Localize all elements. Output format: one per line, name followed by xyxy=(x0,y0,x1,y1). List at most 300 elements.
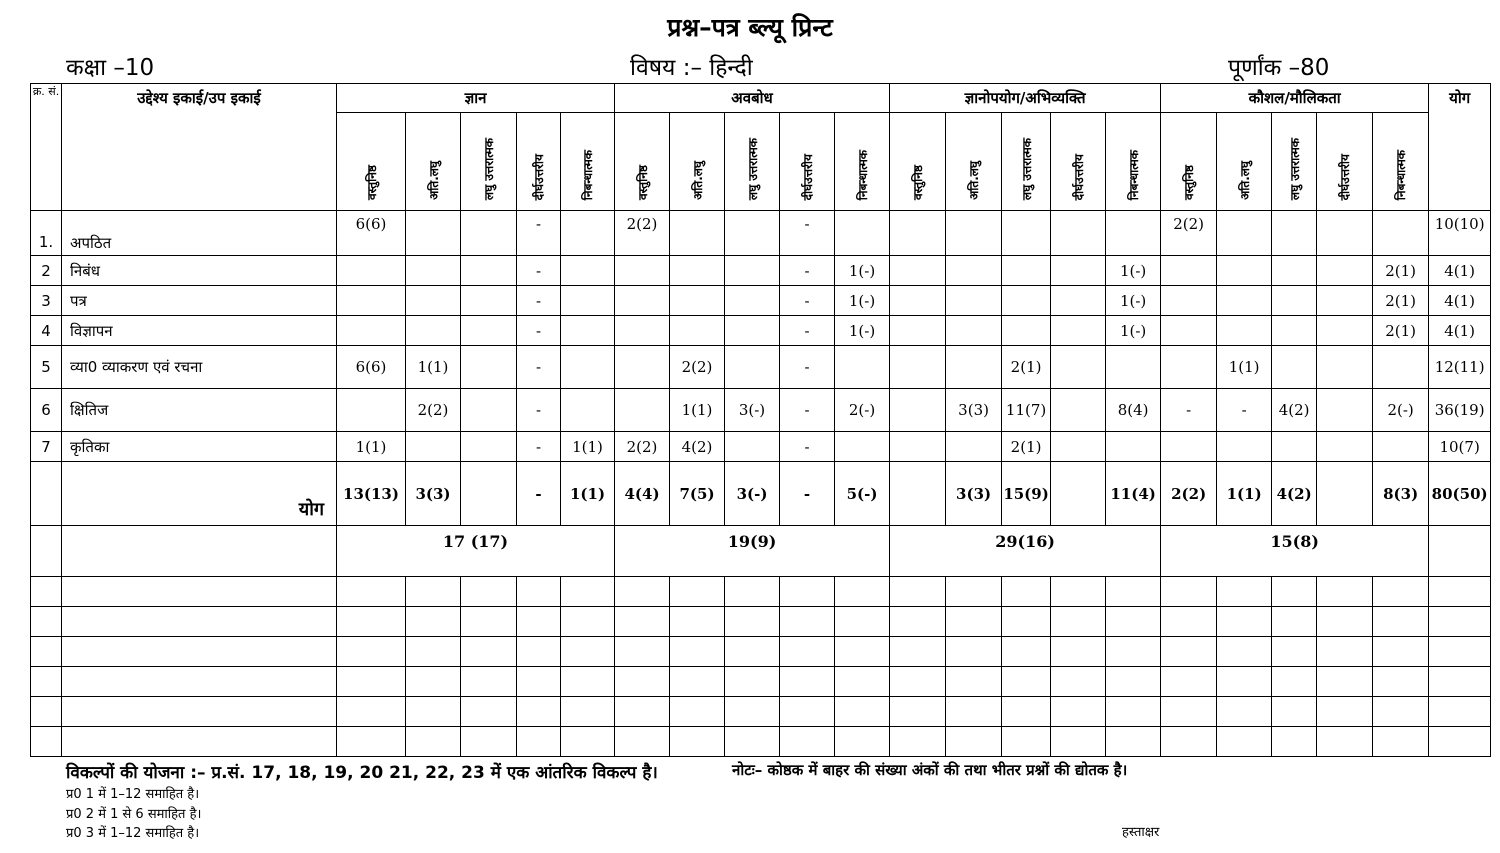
data-cell: 1(-) xyxy=(1106,286,1161,316)
empty-cell xyxy=(1373,727,1429,757)
data-cell xyxy=(670,256,725,286)
subheader-label: दीर्घउत्तरीय xyxy=(800,153,815,200)
group-header-kaushal: कौशल/मौलिकता xyxy=(1161,84,1429,113)
empty-cell xyxy=(406,667,461,697)
row-total: 36(19) xyxy=(1429,389,1491,432)
data-cell: 6(6) xyxy=(337,346,406,389)
empty-cell xyxy=(1051,607,1106,637)
options-scheme: विकल्पों की योजना :– प्र.सं. 17, 18, 19, 20 21, 22, 23 में एक आंतरिक विकल्प है। xyxy=(66,763,658,783)
row-total: 4(1) xyxy=(1429,256,1491,286)
data-cell xyxy=(835,346,890,389)
group-header-avbodh: अवबोध xyxy=(615,84,890,113)
empty-cell xyxy=(780,697,835,727)
data-cell: - xyxy=(517,316,561,346)
empty-cell xyxy=(946,637,1002,667)
empty-cell xyxy=(1317,667,1373,697)
data-cell xyxy=(725,256,780,286)
row-sn: 4 xyxy=(31,316,62,346)
data-cell: 1(-) xyxy=(835,256,890,286)
data-cell: 3(-) xyxy=(725,389,780,432)
group-total-cell: 19(9) xyxy=(615,526,890,577)
empty-cell xyxy=(725,577,780,607)
subheader-label: वस्तुनिष्ठ xyxy=(911,164,926,200)
empty-cell xyxy=(1217,727,1272,757)
empty-cell xyxy=(1106,577,1161,607)
empty-cell xyxy=(946,667,1002,697)
empty-cell xyxy=(517,697,561,727)
data-cell xyxy=(1272,286,1317,316)
data-cell xyxy=(1106,432,1161,462)
group-totals-sn-cell xyxy=(31,526,62,577)
data-cell: 2(1) xyxy=(1002,432,1051,462)
empty-cell xyxy=(461,667,517,697)
empty-cell xyxy=(461,697,517,727)
empty-cell xyxy=(780,607,835,637)
group-header-row xyxy=(31,84,1491,113)
table-row xyxy=(31,432,1491,462)
empty-cell xyxy=(1161,727,1217,757)
empty-cell xyxy=(1217,607,1272,637)
row-sn: 7 xyxy=(31,432,62,462)
subheader-label: निबन्धात्मक xyxy=(1394,149,1409,200)
data-cell: 2(2) xyxy=(670,346,725,389)
empty-cell xyxy=(517,607,561,637)
empty-cell xyxy=(725,697,780,727)
empty-cell xyxy=(1106,637,1161,667)
data-cell xyxy=(461,389,517,432)
empty-cell xyxy=(670,667,725,697)
empty-cell xyxy=(1051,577,1106,607)
data-cell: 2(1) xyxy=(1373,316,1429,346)
data-cell: - xyxy=(780,286,835,316)
sn-header: क्र. सं. xyxy=(31,84,62,211)
data-cell xyxy=(561,256,615,286)
subheader-label: दीर्घउत्तरीय xyxy=(532,153,546,200)
empty-cell xyxy=(31,697,62,727)
subheader-cell xyxy=(1272,113,1317,211)
data-cell xyxy=(1002,256,1051,286)
empty-cell xyxy=(725,637,780,667)
empty-cell xyxy=(31,667,62,697)
row-total: 10(7) xyxy=(1429,432,1491,462)
data-cell xyxy=(1106,346,1161,389)
data-cell: 2(-) xyxy=(1373,389,1429,432)
data-cell xyxy=(1051,316,1106,346)
data-cell xyxy=(1272,432,1317,462)
data-cell: - xyxy=(517,211,561,256)
empty-cell xyxy=(835,697,890,727)
subheader-cell xyxy=(670,113,725,211)
empty-cell xyxy=(1217,697,1272,727)
total-cell xyxy=(461,462,517,526)
data-cell xyxy=(725,211,780,256)
empty-cell xyxy=(62,727,337,757)
data-cell xyxy=(670,316,725,346)
data-cell xyxy=(1272,256,1317,286)
row-sn: 3 xyxy=(31,286,62,316)
data-cell: - xyxy=(780,346,835,389)
row-sn: 6 xyxy=(31,389,62,432)
empty-cell xyxy=(31,607,62,637)
data-cell xyxy=(1051,211,1106,256)
empty-cell xyxy=(517,637,561,667)
empty-cell xyxy=(517,577,561,607)
empty-row xyxy=(31,577,1491,607)
data-cell: 6(6) xyxy=(337,211,406,256)
total-cell: - xyxy=(780,462,835,526)
empty-cell xyxy=(561,667,615,697)
total-cell: 15(9) xyxy=(1002,462,1051,526)
empty-cell xyxy=(337,577,406,607)
data-cell: - xyxy=(1161,389,1217,432)
subheader-label: अति.लघु xyxy=(690,161,705,200)
total-marks-label: पूर्णांक –80 xyxy=(1228,55,1330,81)
empty-cell xyxy=(1317,697,1373,727)
empty-cell xyxy=(890,697,946,727)
total-cell: 11(4) xyxy=(1106,462,1161,526)
empty-cell xyxy=(406,607,461,637)
table-row xyxy=(31,211,1491,256)
row-total: 4(1) xyxy=(1429,316,1491,346)
data-cell xyxy=(946,316,1002,346)
empty-cell xyxy=(337,667,406,697)
empty-cell xyxy=(1106,697,1161,727)
subheader-cell xyxy=(1373,113,1429,211)
empty-row xyxy=(31,727,1491,757)
data-cell: 2(2) xyxy=(615,432,670,462)
grand-total: 80(50) xyxy=(1429,462,1491,526)
data-cell xyxy=(1161,432,1217,462)
empty-cell xyxy=(946,697,1002,727)
empty-cell xyxy=(62,637,337,667)
empty-row xyxy=(31,607,1491,637)
data-cell xyxy=(946,286,1002,316)
total-cell: - xyxy=(517,462,561,526)
page-title: प्रश्न–पत्र ब्ल्यू प्रिन्ट xyxy=(667,13,833,42)
row-total: 4(1) xyxy=(1429,286,1491,316)
data-cell xyxy=(1272,211,1317,256)
empty-cell xyxy=(780,727,835,757)
empty-cell xyxy=(670,637,725,667)
data-cell xyxy=(561,286,615,316)
row-unit: विज्ञापन xyxy=(62,316,337,346)
empty-cell xyxy=(31,727,62,757)
empty-cell xyxy=(670,727,725,757)
subheader-cell xyxy=(1106,113,1161,211)
empty-cell xyxy=(1002,727,1051,757)
data-cell: 2(1) xyxy=(1373,256,1429,286)
data-cell xyxy=(615,346,670,389)
empty-cell xyxy=(615,577,670,607)
data-cell: 4(2) xyxy=(1272,389,1317,432)
subheader-cell xyxy=(1317,113,1373,211)
empty-cell xyxy=(561,607,615,637)
subheader-cell xyxy=(946,113,1002,211)
subheader-cell xyxy=(615,113,670,211)
data-cell xyxy=(615,316,670,346)
empty-cell xyxy=(1272,577,1317,607)
empty-cell xyxy=(1217,637,1272,667)
empty-cell xyxy=(461,727,517,757)
table-row xyxy=(31,316,1491,346)
data-cell xyxy=(561,389,615,432)
data-cell xyxy=(1317,286,1373,316)
data-cell xyxy=(337,286,406,316)
subheader-cell xyxy=(517,113,561,211)
data-cell: 1(1) xyxy=(337,432,406,462)
subheader-cell xyxy=(890,113,946,211)
empty-cell xyxy=(780,637,835,667)
data-cell xyxy=(1051,256,1106,286)
empty-cell xyxy=(615,667,670,697)
data-cell: 2(1) xyxy=(1373,286,1429,316)
empty-cell xyxy=(835,727,890,757)
data-cell: - xyxy=(1217,389,1272,432)
data-cell: 3(3) xyxy=(946,389,1002,432)
empty-cell xyxy=(337,697,406,727)
total-cell: 3(3) xyxy=(406,462,461,526)
subheader-label: निबन्धात्मक xyxy=(1126,149,1141,200)
data-cell xyxy=(406,286,461,316)
data-cell: 1(-) xyxy=(1106,316,1161,346)
footer-line-1: प्र0 1 में 1–12 समाहित है। xyxy=(66,787,200,802)
data-cell xyxy=(1317,256,1373,286)
data-cell: 1(1) xyxy=(406,346,461,389)
data-cell: - xyxy=(517,432,561,462)
data-cell xyxy=(725,286,780,316)
total-cell xyxy=(1317,462,1373,526)
empty-cell xyxy=(890,667,946,697)
data-cell xyxy=(561,316,615,346)
empty-cell xyxy=(780,577,835,607)
data-cell xyxy=(1272,346,1317,389)
subheader-cell xyxy=(1002,113,1051,211)
data-cell xyxy=(615,389,670,432)
empty-cell xyxy=(615,637,670,667)
empty-cell xyxy=(561,697,615,727)
data-cell xyxy=(615,256,670,286)
total-cell: 3(-) xyxy=(725,462,780,526)
empty-cell xyxy=(517,667,561,697)
data-cell xyxy=(725,316,780,346)
empty-cell xyxy=(62,607,337,637)
total-cell: 1(1) xyxy=(1217,462,1272,526)
data-cell: - xyxy=(517,286,561,316)
data-cell xyxy=(670,211,725,256)
empty-cell xyxy=(615,607,670,637)
empty-cell xyxy=(1429,697,1491,727)
total-cell: 8(3) xyxy=(1373,462,1429,526)
data-cell: - xyxy=(517,346,561,389)
empty-cell xyxy=(670,607,725,637)
table-row xyxy=(31,286,1491,316)
data-cell xyxy=(1161,256,1217,286)
data-cell xyxy=(1051,286,1106,316)
data-cell xyxy=(1272,316,1317,346)
subheader-label: लघु उत्तरात्मक xyxy=(745,137,760,200)
blueprint-table xyxy=(30,83,1491,757)
table-row xyxy=(31,346,1491,389)
total-cell: 5(-) xyxy=(835,462,890,526)
empty-cell xyxy=(1373,637,1429,667)
empty-cell xyxy=(1272,727,1317,757)
empty-cell xyxy=(1272,607,1317,637)
subheader-label: निबन्धात्मक xyxy=(581,149,595,200)
empty-cell xyxy=(62,697,337,727)
total-header: योग xyxy=(1429,84,1491,211)
row-sn: 5 xyxy=(31,346,62,389)
empty-cell xyxy=(406,727,461,757)
data-cell xyxy=(337,389,406,432)
data-cell xyxy=(1051,389,1106,432)
empty-cell xyxy=(1051,667,1106,697)
empty-cell xyxy=(461,637,517,667)
data-cell xyxy=(461,432,517,462)
data-cell xyxy=(725,346,780,389)
empty-cell xyxy=(1373,667,1429,697)
group-totals-row xyxy=(31,526,1491,577)
total-cell xyxy=(890,462,946,526)
empty-cell xyxy=(615,727,670,757)
data-cell xyxy=(1317,389,1373,432)
data-cell: - xyxy=(780,316,835,346)
empty-cell xyxy=(561,727,615,757)
data-cell xyxy=(406,211,461,256)
data-cell xyxy=(670,286,725,316)
data-cell: - xyxy=(780,256,835,286)
row-unit: पत्र xyxy=(62,286,337,316)
data-cell: 2(2) xyxy=(1161,211,1217,256)
empty-row xyxy=(31,637,1491,667)
data-cell: 1(1) xyxy=(561,432,615,462)
subheader-label: दीर्घउत्तरीय xyxy=(1338,153,1353,200)
empty-cell xyxy=(1002,667,1051,697)
data-cell xyxy=(1161,286,1217,316)
data-cell xyxy=(890,211,946,256)
data-cell xyxy=(1217,211,1272,256)
row-unit: व्या0 व्याकरण एवं रचना xyxy=(62,346,337,389)
subheader-cell xyxy=(780,113,835,211)
data-cell xyxy=(406,256,461,286)
empty-cell xyxy=(615,697,670,727)
total-cell: 4(2) xyxy=(1272,462,1317,526)
subheader-label: अति.लघु xyxy=(1237,161,1252,200)
empty-cell xyxy=(1161,697,1217,727)
data-cell xyxy=(406,432,461,462)
total-cell: 4(4) xyxy=(615,462,670,526)
table-row xyxy=(31,256,1491,286)
total-row-label: योग xyxy=(62,462,337,526)
empty-cell xyxy=(406,697,461,727)
empty-cell xyxy=(1429,667,1491,697)
data-cell xyxy=(1217,432,1272,462)
data-cell xyxy=(461,316,517,346)
data-cell: 8(4) xyxy=(1106,389,1161,432)
empty-cell xyxy=(1002,607,1051,637)
empty-cell xyxy=(1272,667,1317,697)
data-cell xyxy=(946,346,1002,389)
empty-cell xyxy=(62,577,337,607)
subheader-label: लघु उत्तरात्मक xyxy=(482,137,496,200)
empty-row xyxy=(31,697,1491,727)
empty-row xyxy=(31,667,1491,697)
empty-cell xyxy=(31,577,62,607)
empty-cell xyxy=(946,727,1002,757)
subheader-label: वस्तुनिष्ठ xyxy=(1182,164,1197,200)
data-cell: 2(2) xyxy=(406,389,461,432)
empty-cell xyxy=(1317,577,1373,607)
group-header-gyan: ज्ञान xyxy=(337,84,615,113)
data-cell xyxy=(1051,432,1106,462)
empty-cell xyxy=(1161,577,1217,607)
data-cell xyxy=(1161,316,1217,346)
empty-cell xyxy=(946,577,1002,607)
data-cell xyxy=(461,256,517,286)
empty-cell xyxy=(1161,607,1217,637)
data-cell: 1(1) xyxy=(670,389,725,432)
total-cell: 3(3) xyxy=(946,462,1002,526)
row-sn: 1. xyxy=(31,211,62,256)
empty-cell xyxy=(31,637,62,667)
data-cell xyxy=(1373,346,1429,389)
empty-cell xyxy=(461,577,517,607)
empty-cell xyxy=(561,577,615,607)
empty-cell xyxy=(1051,637,1106,667)
empty-cell xyxy=(670,577,725,607)
data-cell xyxy=(946,256,1002,286)
data-cell xyxy=(890,286,946,316)
data-cell xyxy=(835,211,890,256)
empty-cell xyxy=(1373,607,1429,637)
group-total-cell: 17 (17) xyxy=(337,526,615,577)
data-cell xyxy=(1002,286,1051,316)
data-cell: - xyxy=(780,389,835,432)
total-cell: 7(5) xyxy=(670,462,725,526)
subheader-cell xyxy=(725,113,780,211)
empty-cell xyxy=(406,577,461,607)
subheader-cell xyxy=(1217,113,1272,211)
group-total-cell: 29(16) xyxy=(890,526,1161,577)
data-cell xyxy=(1002,316,1051,346)
data-cell: 4(2) xyxy=(670,432,725,462)
empty-cell xyxy=(835,667,890,697)
empty-cell xyxy=(1002,697,1051,727)
data-cell xyxy=(890,256,946,286)
row-unit: क्षितिज xyxy=(62,389,337,432)
empty-cell xyxy=(1429,607,1491,637)
signature-label: हस्ताक्षर xyxy=(1122,825,1160,840)
empty-cell xyxy=(1317,637,1373,667)
data-cell xyxy=(461,346,517,389)
empty-cell xyxy=(1373,577,1429,607)
total-cell: 13(13) xyxy=(337,462,406,526)
empty-cell xyxy=(1429,577,1491,607)
row-sn: 2 xyxy=(31,256,62,286)
data-cell: 1(1) xyxy=(1217,346,1272,389)
data-cell xyxy=(890,432,946,462)
empty-cell xyxy=(1373,697,1429,727)
data-cell xyxy=(1373,432,1429,462)
data-cell xyxy=(406,316,461,346)
data-cell: - xyxy=(517,256,561,286)
empty-cell xyxy=(1429,727,1491,757)
empty-cell xyxy=(725,607,780,637)
subheader-cell xyxy=(1161,113,1217,211)
row-unit: निबंध xyxy=(62,256,337,286)
empty-cell xyxy=(670,697,725,727)
empty-cell xyxy=(337,727,406,757)
total-row-sn-cell xyxy=(31,462,62,526)
